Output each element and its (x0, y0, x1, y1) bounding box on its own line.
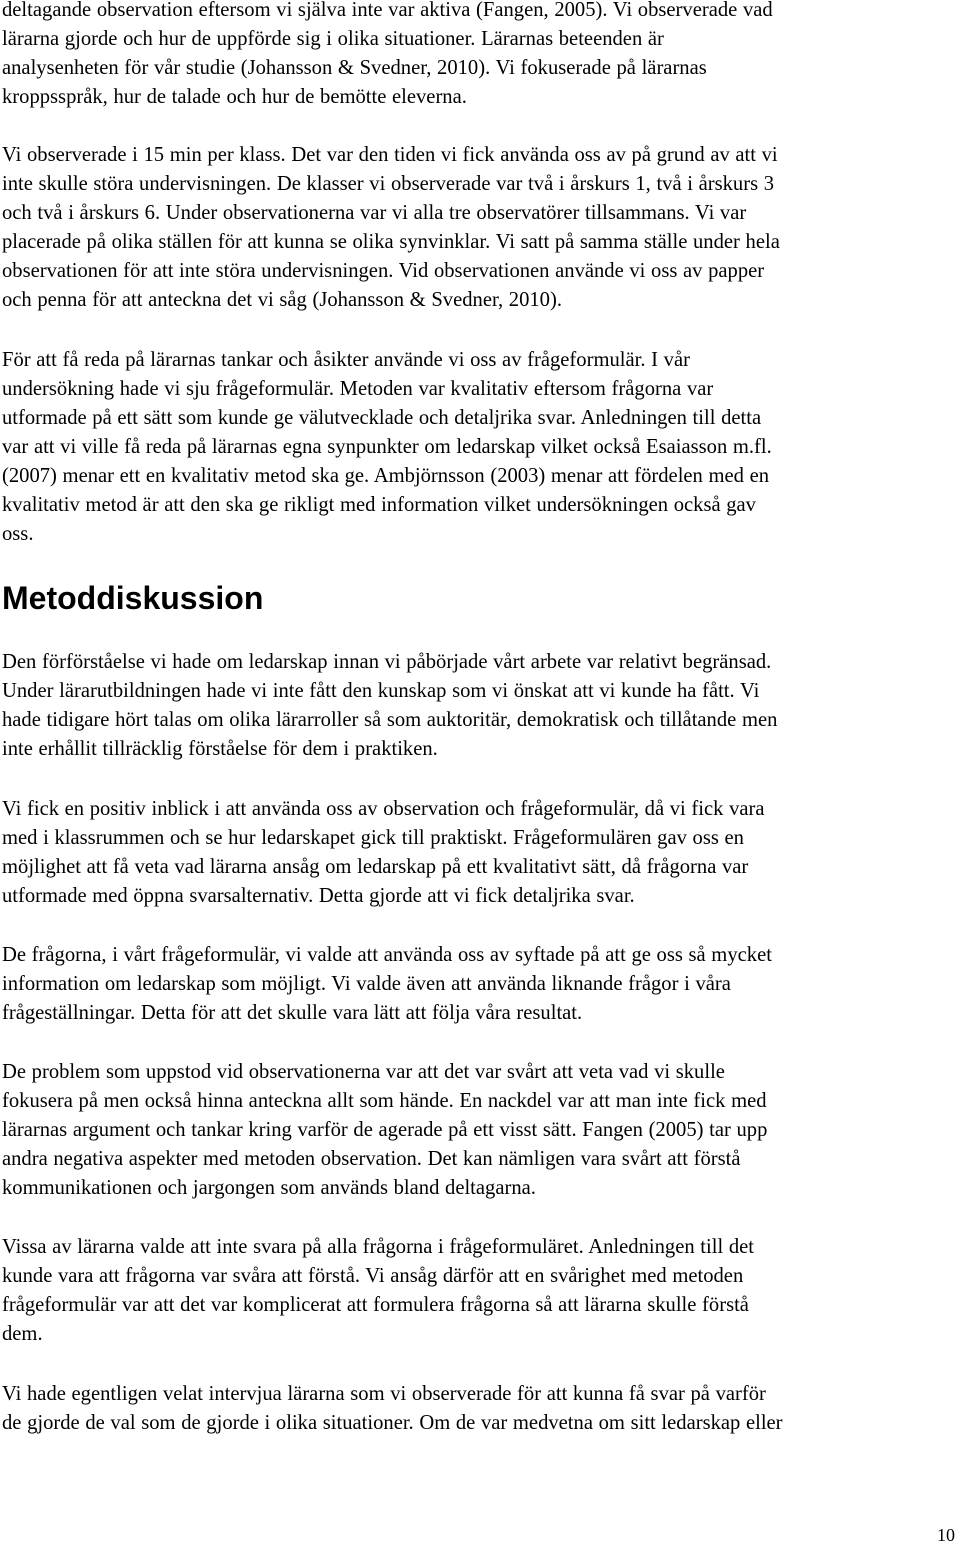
page-number: 10 (937, 1525, 955, 1545)
text-line: Den förförståelse vi hade om ledarskap innan vi påbörjade vårt arbete var relativt begränsad. (2, 651, 772, 673)
text-line: Vissa av lärarna valde att inte svara på alla frågorna i frågeformuläret. Anledningen till det (2, 1236, 754, 1258)
text-line: kroppsspråk, hur de talade och hur de bemötte eleverna. (2, 86, 467, 108)
text-line: hade tidigare hört talas om olika lärarroller så som auktoritär, demokratisk och tillåtande men (2, 709, 778, 731)
text-line: placerade på olika ställen för att kunna se olika synvinklar. Vi satt på samma ställe under hela (2, 231, 780, 253)
text-line: De problem som uppstod vid observationerna var att det var svårt att veta vad vi skulle (2, 1061, 725, 1083)
text-line: oss. (2, 523, 34, 545)
text-line: inte erhållit tillräcklig förståelse för dem i praktiken. (2, 738, 438, 760)
text-line: observationen för att inte störa undervisningen. Vid observationen använde vi oss av papper (2, 260, 765, 282)
text-line: kunde vara att frågorna var svåra att förstå. Vi ansåg därför att en svårighet med metoden (2, 1265, 744, 1287)
text-line: lärarnas argument och tankar kring varför de agerade på ett visst sätt. Fangen (2005) tar upp (2, 1119, 768, 1141)
text-line: undersökning hade vi sju frågeformulär. Metoden var kvalitativ eftersom frågorna var (2, 378, 714, 400)
text-line: kommunikationen och jargongen som används bland deltagarna. (2, 1177, 536, 1199)
text-line: För att få reda på lärarnas tankar och åsikter använde vi oss av frågeformulär. I vår (2, 349, 690, 371)
text-line: utformade med öppna svarsalternativ. Detta gjorde att vi fick detaljrika svar. (2, 885, 635, 907)
body-paragraph (2, 1058, 767, 1203)
body-paragraph (2, 1233, 754, 1349)
body-paragraph (2, 141, 780, 315)
text-line: (2007) menar ett en kvalitativ metod ska ge. Ambjörnsson (2003) menar att fördelen med en (2, 465, 770, 487)
body-paragraph (2, 648, 777, 764)
text-line: andra negativa aspekter med metoden observation. Det kan nämligen vara svårt att förstå (2, 1148, 741, 1170)
text-line: deltagande observation eftersom vi själva inte var aktiva (Fangen, 2005). Vi observerade vad (2, 0, 773, 21)
body-paragraph (2, 795, 765, 911)
text-line: med i klassrummen och se hur ledarskapet gick till praktiskt. Frågeformulären gav oss en (2, 827, 744, 849)
text-line: fokusera på men också hinna anteckna allt som hände. En nackdel var att man inte fick med (2, 1090, 767, 1112)
text-line: lärarna gjorde och hur de uppförde sig i olika situationer. Lärarnas beteenden är (2, 28, 664, 50)
text-line: möjlighet att få veta vad lärarna ansåg om ledarskap på ett kvalitativt sätt, då frågorna var (2, 856, 749, 878)
body-paragraph (2, 0, 773, 112)
text-line: frågeformulär var att det var komplicerat att formulera frågorna så att lärarna skulle förstå (2, 1294, 749, 1316)
text-line: inte skulle störa undervisningen. De klasser vi observerade var två i årskurs 1, två i årskurs 3 (2, 173, 775, 195)
body-paragraph (2, 941, 772, 1028)
text-line: och penna för att anteckna det vi såg (Johansson & Svedner, 2010). (2, 289, 562, 311)
text-line: analysenheten för vår studie (Johansson & Svedner, 2010). Vi fokuserade på lärarnas (2, 57, 707, 79)
text-line: utformade på ett sätt som kunde ge välutvecklade och detaljrika svar. Anledningen till detta (2, 407, 762, 429)
text-line: dem. (2, 1323, 43, 1345)
text-line: information om ledarskap som möjligt. Vi valde även att använda liknande frågor i våra (2, 973, 731, 995)
text-line: Under lärarutbildningen hade vi inte fått den kunskap som vi önskat att vi kunde ha fått. Vi (2, 680, 760, 702)
text-line: Vi observerade i 15 min per klass. Det var den tiden vi fick använda oss av på grund av att vi (2, 144, 778, 166)
section-heading: Metoddiskussion (2, 580, 264, 616)
text-line: var att vi ville få reda på lärarnas egna synpunkter om ledarskap vilket också Esaiasson m.fl. (2, 436, 772, 458)
text-line: Vi hade egentligen velat intervjua lärarna som vi observerade för att kunna få svar på varför (2, 1383, 766, 1405)
text-line: De frågorna, i vårt frågeformulär, vi valde att använda oss av syftade på att ge oss så mycket (2, 944, 772, 966)
body-paragraph (2, 1380, 783, 1438)
text-line: de gjorde de val som de gjorde i olika situationer. Om de var medvetna om sitt ledarskap eller (2, 1412, 783, 1434)
text-line: Vi fick en positiv inblick i att använda oss av observation och frågeformulär, då vi fick vara (2, 798, 765, 820)
body-paragraph (2, 346, 772, 549)
text-line: kvalitativ metod är att den ska ge rikligt med information vilket undersökningen också gav (2, 494, 756, 516)
text-line: frågeställningar. Detta för att det skulle vara lätt att följa våra resultat. (2, 1002, 583, 1024)
text-line: och två i årskurs 6. Under observationerna var vi alla tre observatörer tillsammans. Vi var (2, 202, 747, 224)
